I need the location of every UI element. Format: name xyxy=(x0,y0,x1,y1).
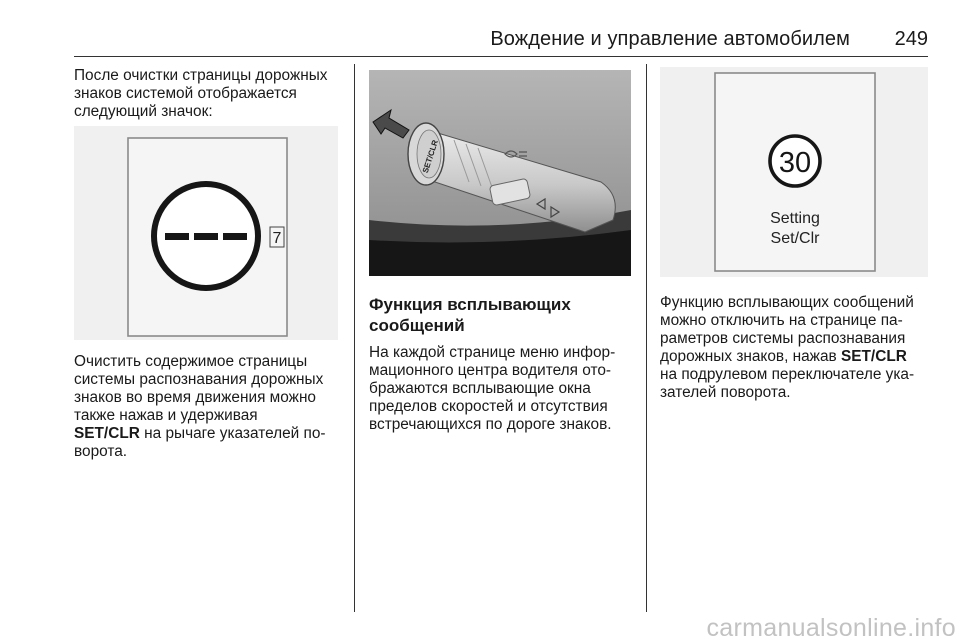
dash-icon xyxy=(194,233,218,240)
dash-icon xyxy=(165,233,189,240)
text-line: ворота. xyxy=(74,443,128,460)
text-line: бражаются всплывающие окна xyxy=(369,380,591,397)
col1-body xyxy=(74,353,354,461)
heading-line: сообщений xyxy=(369,316,465,335)
page-header-title: Вождение и управление автомобилем xyxy=(490,28,850,50)
text-line: мационного центра водителя ото- xyxy=(369,362,612,379)
text-line: системы распознавания дорожных xyxy=(74,371,324,388)
text-line: можно отключить на странице па- xyxy=(660,312,903,329)
text-line: На каждой странице меню инфор- xyxy=(369,344,616,361)
text-line: дорожных знаков, нажав xyxy=(660,348,841,365)
text-line: пределов скоростей и отсутствия xyxy=(369,398,608,415)
heading-line: Функция всплывающих xyxy=(369,295,571,314)
sign-caption-line1: Setting xyxy=(770,210,820,227)
figure-label: 7 xyxy=(272,230,282,247)
text-line: Очистить содержимое страницы xyxy=(74,353,308,370)
speed-sign-figure xyxy=(660,67,928,277)
stalk-label: SET/CLR xyxy=(420,138,440,175)
column-divider-1 xyxy=(354,64,355,612)
set-clr-keyword: SET/CLR xyxy=(841,348,907,365)
set-clr-keyword: SET/CLR xyxy=(74,425,140,442)
col3-body xyxy=(660,294,930,402)
page-number: 249 xyxy=(894,28,928,50)
col1-intro xyxy=(74,67,354,121)
text-line: на подрулевом переключателе ука- xyxy=(660,366,915,383)
text-line: также нажав и удерживая xyxy=(74,407,258,424)
cleared-sign-figure xyxy=(74,126,338,340)
col2-body xyxy=(369,344,641,434)
text-line: Функцию всплывающих сообщений xyxy=(660,294,914,311)
watermark: carmanualsonline.info xyxy=(706,614,956,642)
text-line: встречающихся по дороге знаков. xyxy=(369,416,612,433)
turn-signal-stalk-figure xyxy=(369,70,631,276)
column-divider-2 xyxy=(646,64,647,612)
text-line: зателей поворота. xyxy=(660,384,791,401)
dash-icon xyxy=(223,233,247,240)
text-line: знаков во время движения можно xyxy=(74,389,316,406)
text-line: После очистки страницы дорожных xyxy=(74,67,328,84)
text-line: на рычаге указателей по- xyxy=(139,425,326,442)
text-line: раметров системы распознавания xyxy=(660,330,906,347)
speed-limit-number: 30 xyxy=(778,147,812,179)
section-heading xyxy=(369,294,639,336)
text-line: знаков системой отображается xyxy=(74,85,297,102)
sign-caption-line2: Set/Clr xyxy=(770,230,820,247)
header-rule xyxy=(74,56,928,57)
text-line: следующий значок: xyxy=(74,103,213,120)
